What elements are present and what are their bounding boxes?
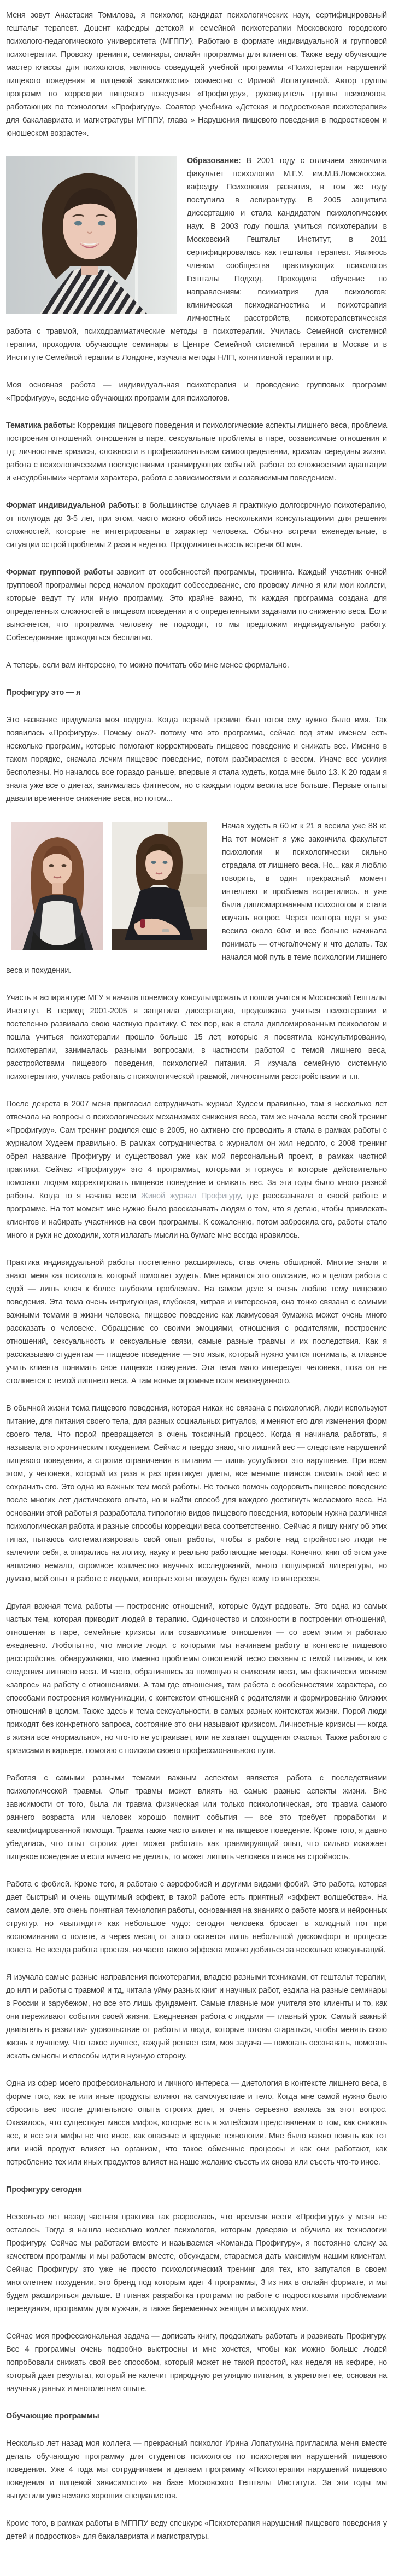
- paragraph-dietology: Одна из сфер моего профессионального и личного интереса — диетология в контексте лишнего веса, в форме того, как те или иные продукты влияют на самочувствие и тело. Когда мне самой нужно было сбросить вес после длительного опыта строгих диет, я очень серьезно взялась за этот вопрос. Оказалось, что существует масса мифов, которые есть в житейском представлении о том, как снижать вес, и все эти мифы не что иное, как опасные и вредные технологии. Мне было важно понять как тот или иной продукт влияет на организм, что такое обменные процессы и как они работают, как потребление тех или иных продуктов влияет на наше желание съесть их снова или съесть что-то иное.: [6, 2079, 387, 2167]
- individual-format-label: Формат индивидуальной работы: [6, 501, 138, 510]
- paragraph-phobia: Работа с фобией. Кроме того, я работаю с аэрофобией и другими видами фобий. Это работа, которая дает быстрый и очень ощутимый эффект, в такой работе есть приятный «эффект волшебства». На самом деле, это очень понятная технология работы, основанная на знаниях о работе мозга и нейронных структур, но «выглядит» как небольшое чудо: сегодня человека бросает в холодный пот при воспоминании о полете, а через месяц от этого остается лишь небольшой дискомфорт в процессе полета. Не всегда работа простая, но часто такого эффекта можно добиться за несколько консультаций.: [6, 1880, 387, 1954]
- group-format-text: зависит от особенностей программы, тренинга. Каждый участник очной групповой программы перед началом проходит собеседование, его провожу лично я или мои коллеги, которые ведут ту или иную программу. Это крайне важно, тк каждая программа создана для определенных сложностей в пищевом поведении и с определенными задачами по снижению веса. Если выясняется, что программа человеку не подходит, то мы предложим индивидуальную работу. Собеседование проводиться бесплатно.: [6, 568, 387, 642]
- heading-profiguru-is-me: Профигуру это — я: [6, 688, 81, 697]
- after-photo: [112, 822, 207, 950]
- paragraph-main-work: Моя основная работа — индивидуальная психотерапия и проведение групповых программ «Профигуру», ведение обучающих программ для психологов.: [6, 381, 387, 403]
- magazine-text-before: После декрета в 2007 меня пригласил сотрудничать журнал Худеем правильно, там я несколько лет отвечала на вопросы о психологических механизмах снижения веса, там же начала вести свой тренинг «Профигуру». Сам тренинг родился еще в 2005, но активно его проводить я стала в рамках работы с журналом Худеем правильно. В рамках сотрудничества с журналом он жил недолго, с 2008 тренинг обрел название Профигуру и существовал уже как мой персональный проект, в рамках частной практики. Сейчас «Профигуру» это 4 программы, которыми я горжусь и которые действительно помогают людям корректировать пищевое поведение и снижать вес. За эти годы было много разной работы. Когда то я начала вести: [6, 1100, 387, 1200]
- topics-text: Коррекция пищевого поведения и психологические аспекты лишнего веса, проблема построения отношений, отношения в паре, сексуальные проблемы в паре, созависимые отношения и тд; личностные кризисы, сложности в профессиональном самоопределении, кризисы середины жизни, работа с психологическими последствиями травмирующих событий, работа со сложностями адаптации и «неудобными» чертами характера, работа с зависимостями и созависимым поведением.: [6, 421, 387, 483]
- paragraph-team: Несколько лет назад частная практика так разрослась, что времени вести «Профигуру» у меня не осталось. Тогда я нашла несколько коллег психологов, которым доверяю и обучила их технологии Профигуру. Сейчас мы работаем вместе и называемся «Команда Профигуру», я постоянно слежу за качеством программы и мы работаем вместе, обсуждаем, стараемся дать максимум нашим клиентам. Сейчас Профигуру это уже не просто психологический тренинг для тех, кто запутался в своем многолетнем похудении, это бренд под которым идет 4 программы, 3 из них в онлайн формате, и мы будем расширяться дальше. В планах разработка программ по работе с подростковыми проблемами переедания, программы для мужчин, а также беременных женщин и молодых мам.: [6, 2213, 387, 2313]
- profile-photo-illustration: [6, 156, 177, 314]
- paragraph-current-task: Сейчас моя профессиональная задача — дописать книгу, продолжать работать и развивать Профигуру. Все 4 программы очень подробно выстроены и мне хочется, чтобы как можно больше людей попробовали снижать свой вес способом, который может не такой простой, как неделя на кефире, но который дает результат, который не калечит природную регуляцию питания, а укрепляет ее, основан на научных данных и многолетнем опыте.: [6, 2332, 387, 2393]
- education-text: В 2001 году с отличием закончила факультет психологии М.Г.У. им.М.В.Ломоносова, кафедру Психология развития, в том же году поступила в аспирантуру. В 2005 защитила диссертацию и стала кандидатом психологических наук. В 2003 году пошла учиться психотерапии в Московский Гештальт Институт, в 2011 сертифицировалась как гештальт терапевт. Являюсь членом сообщества практикующих психологов Гештальт Подход. Проходила обучение по направлениям: психиатрия для психологов; клиническая психодиагностика и психотерапия личностных расстройств, психотерапевтическая работа с травмой, психодрамматические методы в психотерапии. Училась Семейной системной терапии, проходила обучающие семинары в Центре Семейной системной терапии в Москве и в Институте Семейной терапии в Лондоне, изучала методы НЛП, когнитивной терапии и пр.: [6, 156, 387, 362]
- before-after-section: [6, 820, 387, 977]
- paragraph-individual-format: [6, 499, 387, 552]
- paragraph-relationships: Другая важная тема работы — построение отношений, которые будут радовать. Это одна из самых частых тем, которая приводит людей в терапию. Одиночество и сложности в построении отношений, отношения в паре, семейные кризисы или созависимые отношения — со всем этим я работаю ежедневно. Любопытно, что многие люди, с которыми мы начинаем работу в контексте пищевого расстройства, обнаруживают, что именно проблемы отношений тесно связаны с темой питания, и как следствия лишнего веса. И часто, обратившись за помощью в снижении веса, мы фактически меняем «запрос» на работу с отношениями. А там где отношения, там работа с особенностями характера, со способами построения коммуникации, с контекстом отношений с родителями и формированию близких отношений в целом. Также здесь и тема сексуальности, в самых разных контекстах жизни. Порой люди приходят без конкретного запроса, состояние это они называют кризисом. Личностные кризисы — когда в жизни все «нормально», но что-то не устраивает, или не хватает ощущения счастья. Также работаю с кризисами в карьере, помогаю с поиском своего профессионального пути.: [6, 1602, 387, 1755]
- before-after-photos: [11, 822, 207, 950]
- paragraph-irina-program: Несколько лет назад моя коллега — прекрасный психолог Ирина Лопатухина пригласила меня вместе делать обучающую программу для студентов психологов по психотерапии нарушений пищевого поведения. Уже 4 года мы сотрудничаем и делаем программу «Психотерапия нарушений пищевого поведения и пищевой зависимости» на базе Московского Гештальт Института. За эти годы мы выпустили уже немало хороших специалистов.: [6, 2439, 387, 2500]
- group-format-label: Формат групповой работы: [6, 568, 113, 577]
- individual-format-text: : в большинстве случаев я практикую долгосрочную психотерапию, от полугода до 3-5 лет, при этом, часто можно обойтись несколькими консультациями для решения сложностей, которые не интегрированы в характер человека. Обычно встречи еженедельные, в ситуации острой проблемы 2 раза в неделю. Продолжительность встречи 60 мин.: [6, 501, 388, 549]
- education-section: [6, 154, 387, 364]
- paragraph-topics: [6, 419, 387, 485]
- paragraph-magazine: [6, 1098, 387, 1242]
- paragraph-mgppu-course: Кроме того, в рамках работы в МГППУ веду спецкурс «Психотерапия нарушений пищевого поведения у детей и подростков» для бакалавриата и магистратуры.: [6, 2519, 387, 2541]
- paragraph-informal-note: А теперь, если вам интересно, то можно почитать обо мне менее формально.: [6, 661, 289, 670]
- paragraph-therapy-directions: Я изучала самые разные направления психотерапии, владею разными техниками, от гештальт терапии, до нлп и работы с травмой и тд, читала уйму разных книг и научных работ, ездила на разные семинары в России и зарубежом, но все это лишь фундамент. Самые главные мои учителя это клиенты и то, как они переживают события своей жизни. Ежедневная работа с людьми — главный урок. Самый важный двигатель в развитии- удовольствие от работы и люди, которые готовы стараться, чтобы менять свою жизнь к лучшему. Что такое лучшее, каждый решает сам, моя задача — помогать осознавать, помогать искать смыслы и способы идти в нужную сторону.: [6, 1973, 387, 2061]
- magazine-text-after: , где рассказывала о своей работе и программе. На тот момент мне нужно было рассказывать людям о том, что я делаю, чтобы привлекать клиентов и набирать участников на свои программы. К сожалению, потом забросила его, работы стало много и руки не доходили, хотя излагать мысли на бумаге мне всегда нравилось.: [6, 1192, 388, 1240]
- paragraph-group-format: [6, 566, 387, 645]
- heading-profiguru-today: Профигуру сегодня: [6, 2185, 82, 2194]
- heading-training-programs: Обучающие программы: [6, 2412, 99, 2421]
- paragraph-origin-story: Это название придумала моя подруга. Когда первый тренинг был готов ему нужно было имя. Так появилась «Профигуру». Почему она?- потому что это программа, сейчас под этим именем есть несколько программ, которые помогают корректировать пищевое поведение и снижать вес. Именно в таком порядке, сначала лечим пищевое поведение, потом разбираемся с весом. Иначе все усилия бесполезны. Но началось все гораздо раньше, впервые я стала худеть, когда мне было 13. К 20 годам я знала уже все о диетах, занималась фитнесом, но с каждым годом весила все больше. Первые опыты давали временное снижение веса, но потом...: [6, 716, 387, 803]
- paragraph-practice-growth: Практика индивидуальной работы постепенно расширялась, став очень обширной. Многие знали и знают меня как психолога, который помогает худеть. Мне нравится это описание, но в целом работа с едой — лишь ключ к более глубоким проблемам. На самом деле я очень люблю тему пищевого поведения. Эта тема очень интригующая, глубокая, хитрая и интересная, она тонко связана с самыми важными темами в жизни человека, пищевое поведение как лакмусовая бумажка может очень много рассказать о человеке. Обращение со своими эмоциями, отношения с родителями, построение отношений, сексуальность и сексуальные связи, самые разные травмы и их последствия. Как я рассказываю студентам — пищевое поведение — это язык, который нужно учится понимать, а главное учить клиента понимать свое пищевое поведение. Эта тема мало интересует человека, пока он не столкнется с темой лишнего веса. А там новые огромные поля неизведанного.: [6, 1258, 387, 1385]
- education-label: Образование:: [187, 156, 241, 165]
- before-photo: [11, 822, 103, 950]
- livejournal-link[interactable]: Живой журнал Профигуру: [140, 1192, 241, 1200]
- paragraph-weight-story: Начав худеть в 60 кг к 21 я весила уже 88 кг. На тот момент я уже закончила факультет психологии и психологически сильно страдала от лишнего веса. Но... как я люблю говорить, в один прекрасный момент интеллект и проблема встретились. я уже была дипломированным психологом и стала изучать вопрос. Через полтора года я уже весила около 60кг и все больше начинала понимать — отчего/почему и что делать. Так начался мой путь в теме психологии лишнего веса и похудении.: [6, 822, 387, 975]
- paragraph-grad-school: Участь в аспирантуре МГУ я начала понемногу консультировать и пошла учится в Московский Гештальт Институт. В период 2001-2005 я защитила диссертацию, продолжала учиться психотерапии и постепенно развивала свою частную практику. С тех пор, как я стала дипломированным психологом и пошла учиться психотерапии прошло больше 15 лет, которые я посвятила консультированию, психотерапии, занималась разными вопросами, в частности работой с темой лишнего веса, расстройствами пищевого поведения, психологией питания. Я изучала семейную системную психотерапию, училась работать с психологической травмой, личностными расстройствами и т.п.: [6, 994, 387, 1081]
- paragraph-everyday-eating: В обычной жизни тема пищевого поведения, которая никак не связана с психологией, люди используют питание, для питания своего тела, для разных социальных ритуалов, и меняют его для изменения форм своего тела. Что порой превращается в очень токсичный процесс. Когда я начинала работать, я называла это хроническим похудением. Сейчас я твердо знаю, что лишний вес — следствие нарушений пищевого поведения, а строгие ограничения в питании — лишь усугубляют это нарушение. При всем этом, у человека, который из раза в раз практикует диеты, все меньше шансов снизить свой вес и сохранить его. Это одна из важных тем моей работы. Не только помочь оздоровить пищевое поведение после многих лет диетического опыта, но и найти способ для каждого достигнуть желаемого веса. На основании этой работы я разработала типологию видов пищевого поведения, которым нужна различная психологическая работа и разные способы коррекции веса соответственно. Сейчас я пишу книгу об этих типах, пытаюсь систематизировать свой опыт работы, чтобы в работе над стройностью люди не калечили себя, а опирались на логику, науку и реально работающие методы. Конечно, книг об этом уже написано немало, огромное количество научных исследований, много популярной литературы, но думаю, мой опыт в работе с людьми, которые хотят похудеть будет кому то интересен.: [6, 1404, 387, 1583]
- topics-label: Тематика работы:: [6, 421, 75, 430]
- paragraph-trauma: Работая с самыми разными темами важным аспектом является работа с последствиями психологической травмы. Опыт травмы может влиять на самые разные аспекты жизни. Вне зависимости от того, была ли травма физическая или только психологическая, это травма самого раннего возраста или человек хорошо помнит события — все это требует проработки и квалифицированной помощи. Травма также часто влияет и на пищевое поведение. Кроме того, я давно убедилась, что опыт строгих диет может работать как травмирующий опыт, что сильно искажает пищевое поведение и если ничего не делать, то может лишить человека шанса на стройность.: [6, 1774, 387, 1861]
- paragraph-intro: Меня зовут Анастасия Томилова, я психолог, кандидат психологических наук, сертифицированый гештальт терапевт. Доцент кафедры детской и семейной психотерапии Московского городского психолого-педагогического университета (МГППУ). Работаю в формате индивидуальной и групповой психотерапии. Провожу тренинги, семинары, онлайн программы для клиентов. Также веду обучающие мастер классы для психологов, являюсь соведущей учебной программы «Психотерапия нарушений пищевого поведения и пищевой зависимости» совместно с Ириной Лопатухиной. Автор группы программ по коррекции пищевого поведения «Профигуру», руководитель группы психологов, работающих по технологии «Профигуру». Соавтор учебника «Детская и подростковая психотерапия» для бакалавриата и магистратуры МГППУ, глава » Нарушения пищевого поведения в подростковом и юношеском возрасте».: [6, 11, 387, 138]
- profile-photo: [6, 156, 177, 318]
